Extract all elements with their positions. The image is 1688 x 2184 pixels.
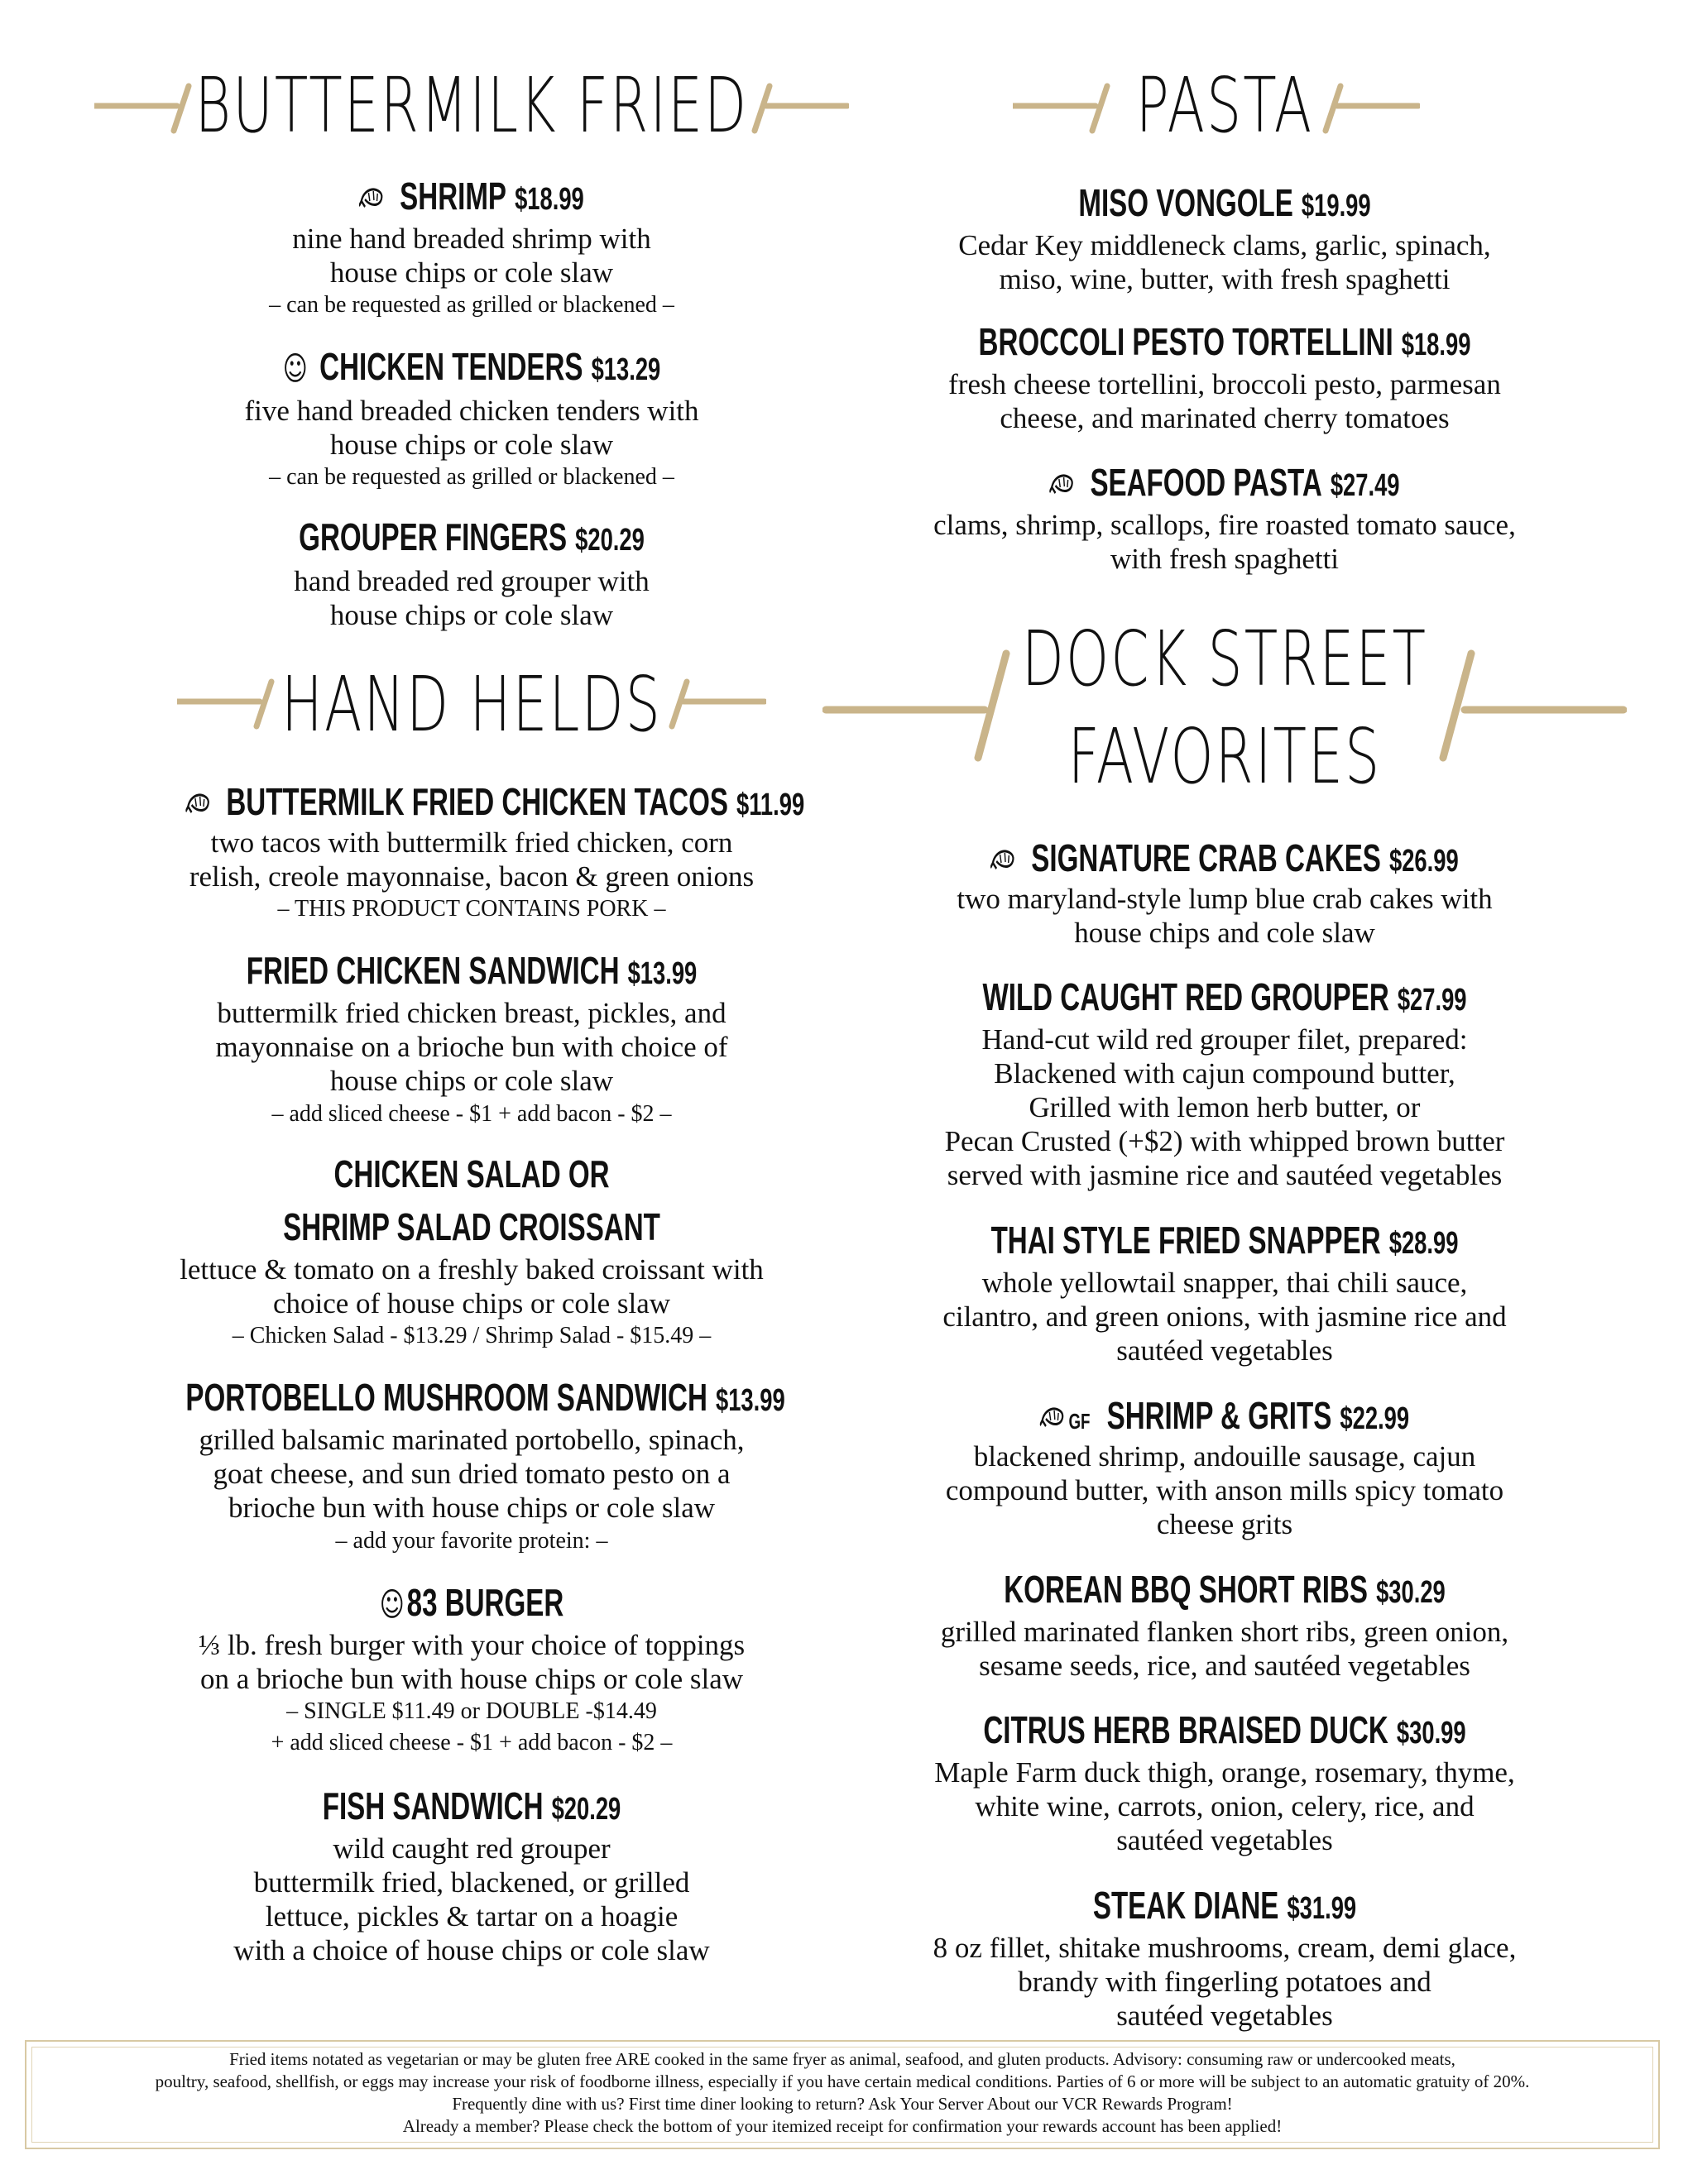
desc-line: Pecan Crusted (+$2) with whipped brown butter	[944, 1125, 1505, 1157]
item-name: BUTTERMILK FRIED CHICKEN TACOS	[226, 780, 728, 823]
desc-line: lettuce, pickles & tartar on a hoagie	[265, 1900, 679, 1933]
item-name: SIGNATURE CRAB CAKES	[1031, 836, 1381, 879]
section-title-dock-line2: FAVORITES	[1067, 712, 1382, 801]
desc-line: house chips or cole slaw	[329, 429, 614, 461]
menu-item-title	[938, 1884, 1510, 1927]
heading-ornament-left	[94, 83, 194, 136]
menu-item-title	[938, 181, 1510, 224]
shrimp-icon	[185, 790, 212, 820]
item-note: – SINGLE $11.49 or DOUBLE -$14.49	[286, 1698, 657, 1724]
desc-line: white wine, carrots, onion, celery, rice, and	[975, 1790, 1475, 1822]
desc-line: clams, shrimp, scallops, fire roasted tomato sauce,	[933, 509, 1516, 541]
desc-line: hand breaded red grouper with	[294, 565, 650, 597]
menu-item-title	[938, 1219, 1510, 1262]
desc-line: cilantro, and green onions, with jasmine rice and	[942, 1300, 1507, 1333]
menu-item-title	[938, 1568, 1510, 1611]
item-price: $13.99	[715, 1383, 785, 1418]
item-price: $20.29	[575, 523, 645, 558]
menu-item-title: CHICKEN SALAD OR	[333, 1152, 610, 1195]
desc-line: sautéed vegetables	[1116, 1334, 1333, 1367]
item-note: – THIS PRODUCT CONTAINS PORK –	[277, 896, 666, 922]
item-note: – can be requested as grilled or blackened –	[269, 464, 674, 490]
item-description	[827, 1755, 1622, 1857]
desc-line: brioche bun with house chips or cole slaw	[228, 1492, 716, 1524]
desc-line: with a choice of house chips or cole slaw	[233, 1934, 710, 1966]
heading-ornament-right	[750, 83, 849, 136]
item-price: $18.99	[1401, 328, 1471, 362]
desc-line: house chips or cole slaw	[329, 599, 614, 631]
item-price: $19.99	[1301, 189, 1371, 223]
item-description	[827, 1931, 1622, 2033]
desc-line: buttermilk fried chicken breast, pickles, and	[217, 997, 727, 1029]
item-note: – Chicken Salad - $13.29 / Shrimp Salad - $15.49 –	[232, 1323, 712, 1348]
item-price: $18.99	[515, 182, 584, 217]
gluten-free-icon: GF	[1068, 1409, 1091, 1434]
item-price: $31.99	[1287, 1891, 1357, 1926]
item-price: $13.29	[591, 352, 661, 387]
item-note: – can be requested as grilled or blackened –	[269, 292, 674, 318]
menu-item-title	[185, 175, 757, 218]
desc-line: two tacos with buttermilk fried chicken, corn	[210, 826, 733, 859]
item-description	[827, 882, 1622, 950]
desc-line: choice of house chips or cole slaw	[272, 1287, 671, 1320]
desc-line: sautéed vegetables	[1116, 2000, 1333, 2032]
section-title-buttermilk: BUTTERMILK FRIED	[194, 61, 749, 150]
item-price: $30.99	[1396, 1716, 1466, 1751]
advisory-footer	[25, 2040, 1660, 2149]
heading-ornament-right	[1321, 83, 1420, 136]
menu-item-title	[938, 1394, 1510, 1437]
item-description	[827, 228, 1622, 296]
desc-line: Cedar Key middleneck clams, garlic, spinach,	[958, 229, 1491, 261]
item-name: FRIED CHICKEN SANDWICH	[246, 949, 620, 992]
item-description	[74, 826, 869, 893]
menu-item-title: SHRIMP SALAD CROISSANT	[283, 1205, 660, 1248]
menu-item-title	[185, 1376, 785, 1419]
footer-text	[26, 2048, 1658, 2138]
desc-line: 8 oz fillet, shitake mushrooms, cream, demi glace,	[933, 1932, 1517, 1964]
menu-item-title	[938, 1708, 1510, 1751]
shrimp-icon	[1040, 1404, 1067, 1434]
item-description	[74, 996, 869, 1098]
desc-line: house chips or cole slaw	[329, 256, 614, 289]
smiley-icon: ☺	[282, 350, 308, 388]
section-title-handhelds: HAND HELDS	[281, 660, 662, 749]
desc-line: Hand-cut wild red grouper filet, prepared:	[981, 1023, 1468, 1056]
desc-line: ⅓ lb. fresh burger with your choice of toppings	[198, 1629, 746, 1661]
heading-ornament-right	[667, 678, 766, 731]
shrimp-icon	[359, 184, 386, 214]
menu-item-title	[185, 515, 757, 558]
desc-line: compound butter, with anson mills spicy tomato	[945, 1474, 1504, 1506]
desc-line: grilled marinated flanken short ribs, green onion,	[940, 1616, 1509, 1648]
menu-item-title	[185, 949, 757, 992]
item-description	[827, 1615, 1622, 1683]
desc-line: goat cheese, and sun dried tomato pesto on a	[213, 1458, 731, 1490]
item-name: CHICKEN TENDERS	[319, 345, 583, 388]
item-description	[827, 508, 1622, 576]
desc-line: house chips or cole slaw	[329, 1065, 614, 1097]
desc-line: whole yellowtail snapper, thai chili sauce,	[981, 1267, 1468, 1299]
desc-line: two maryland-style lump blue crab cakes with	[957, 883, 1493, 915]
item-price: $28.99	[1388, 1226, 1459, 1261]
item-name: SHRIMP	[400, 175, 506, 218]
item-description	[827, 367, 1622, 435]
desc-line: Grilled with lemon herb butter, or	[1029, 1091, 1421, 1123]
item-price: $26.99	[1388, 844, 1459, 879]
item-price: $27.49	[1330, 468, 1400, 503]
menu-item-title	[185, 1784, 757, 1827]
desc-line: grilled balsamic marinated portobello, spinach,	[199, 1424, 745, 1456]
item-name: GROUPER FINGERS	[299, 515, 568, 558]
desc-line: five hand breaded chicken tenders with	[244, 395, 699, 427]
heading-ornament-right	[1436, 647, 1627, 763]
desc-line: house chips and cole slaw	[1074, 917, 1375, 949]
item-note: – add your favorite protein: –	[335, 1528, 608, 1554]
desc-line: mayonnaise on a brioche bun with choice of	[215, 1031, 728, 1063]
item-name: SHRIMP & GRITS	[1106, 1394, 1332, 1437]
item-name: THAI STYLE FRIED SNAPPER	[990, 1219, 1381, 1262]
desc-line: cheese, and marinated cherry tomatoes	[1000, 402, 1450, 434]
menu-item-title	[185, 780, 805, 823]
desc-line: blackened shrimp, andouille sausage, cajun	[973, 1440, 1476, 1473]
item-name: MISO VONGOLE	[1078, 181, 1293, 224]
item-description	[74, 564, 869, 632]
desc-line: miso, wine, butter, with fresh spaghetti	[999, 263, 1451, 295]
section-title-dock-line1: DOCK STREET	[1021, 615, 1428, 703]
item-description	[74, 1628, 869, 1696]
menu-item-title	[938, 320, 1510, 363]
item-name: BROCCOLI PESTO TORTELLINI	[978, 320, 1393, 363]
item-name: 83 BURGER	[406, 1581, 564, 1624]
desc-line: Blackened with cajun compound butter,	[994, 1057, 1455, 1090]
desc-line: lettuce & tomato on a freshly baked croissant with	[180, 1253, 764, 1286]
section-title-pasta: PASTA	[1135, 61, 1314, 150]
desc-line: buttermilk fried, blackened, or grilled	[253, 1866, 690, 1899]
desc-line: sesame seeds, rice, and sautéed vegetables	[979, 1650, 1470, 1682]
desc-line: fresh cheese tortellini, broccoli pesto, parmesan	[948, 368, 1501, 400]
desc-line: wild caught red grouper	[333, 1832, 611, 1865]
menu-item-title	[938, 975, 1510, 1018]
item-price: $27.99	[1397, 983, 1467, 1018]
item-description	[74, 1832, 869, 1967]
item-name: FISH SANDWICH	[322, 1784, 544, 1827]
shrimp-icon	[990, 846, 1017, 876]
item-description	[74, 1423, 869, 1525]
desc-line: on a brioche bun with house chips or cole slaw	[199, 1663, 744, 1695]
item-name: PORTOBELLO MUSHROOM SANDWICH	[185, 1376, 707, 1419]
item-price: $20.29	[551, 1792, 621, 1827]
footer-line: Frequently dine with us? First time diner looking to return? Ask Your Server About our VCR Rewards Program!	[452, 2094, 1233, 2114]
item-description	[74, 1252, 869, 1320]
desc-line: served with jasmine rice and sautéed vegetables	[947, 1159, 1503, 1191]
item-price: $13.99	[627, 956, 698, 991]
item-description	[827, 1266, 1622, 1367]
item-description	[827, 1439, 1622, 1541]
desc-line: brandy with fingerling potatoes and	[1018, 1966, 1431, 1998]
smiley-icon: ☺	[379, 1586, 405, 1624]
item-description	[827, 1023, 1622, 1192]
menu-item-title	[938, 461, 1510, 504]
item-price: $22.99	[1340, 1401, 1410, 1436]
item-name: STEAK DIANE	[1092, 1884, 1279, 1927]
desc-line: cheese grits	[1156, 1508, 1293, 1540]
footer-line: Fried items notated as vegetarian or may be gluten free ARE cooked in the same fryer as animal, seafood, and gluten products. Advisory: consuming raw or undercooked meats,	[229, 2049, 1455, 2069]
item-price: $30.29	[1376, 1575, 1446, 1610]
desc-line: nine hand breaded shrimp with	[292, 223, 651, 255]
item-description	[74, 222, 869, 290]
item-name: WILD CAUGHT RED GROUPER	[982, 975, 1389, 1018]
item-name: CITRUS HERB BRAISED DUCK	[983, 1708, 1388, 1751]
menu-item-title	[938, 836, 1510, 879]
item-note: + add sliced cheese - $1 + add bacon - $2 –	[271, 1730, 673, 1755]
item-description	[74, 394, 869, 462]
item-price: $11.99	[736, 788, 805, 822]
footer-line: poultry, seafood, shellfish, or eggs may increase your risk of foodborne illness, especially if you have certain medical conditions. Parties of 6 or more will be subject to an automatic gratuity of 20%.	[155, 2071, 1530, 2091]
menu-item-title	[185, 347, 757, 386]
item-name: KOREAN BBQ SHORT RIBS	[1004, 1568, 1369, 1611]
footer-line: Already a member? Please check the bottom of your itemized receipt for confirmation your rewards account has been applied!	[402, 2116, 1283, 2136]
item-note: – add sliced cheese - $1 + add bacon - $2 –	[271, 1101, 672, 1127]
desc-line: relish, creole mayonnaise, bacon & green onions	[189, 860, 755, 893]
menu-item-title	[185, 1581, 757, 1624]
desc-line: sautéed vegetables	[1116, 1824, 1333, 1856]
shrimp-icon	[1049, 471, 1076, 500]
desc-line: Maple Farm duck thigh, orange, rosemary, thyme,	[934, 1756, 1515, 1789]
desc-line: with fresh spaghetti	[1110, 543, 1340, 575]
item-name: SEAFOOD PASTA	[1090, 461, 1322, 504]
